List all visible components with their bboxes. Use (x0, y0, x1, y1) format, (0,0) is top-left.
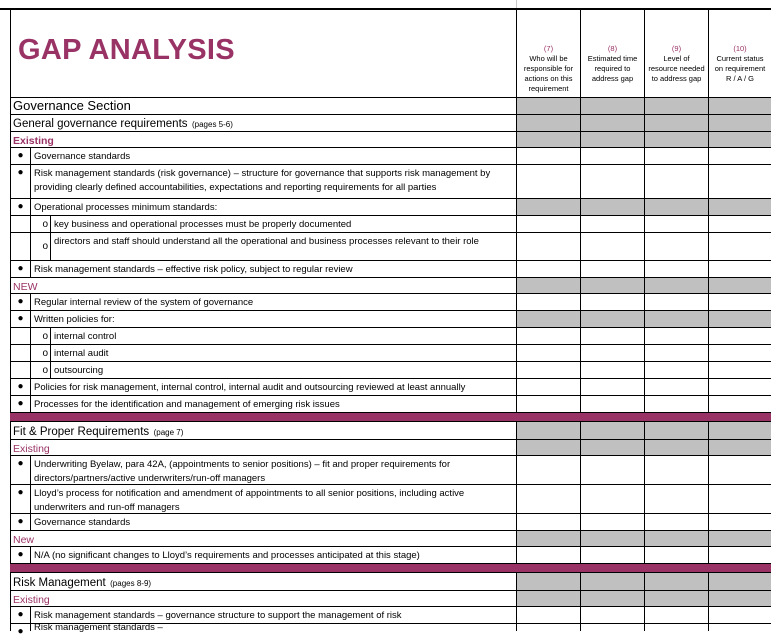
subsection-header-cell[interactable] (10, 572, 516, 590)
status-cell[interactable] (580, 260, 644, 277)
category-label-cell[interactable] (10, 131, 516, 147)
column-header-line: on requirement (714, 64, 766, 73)
status-cell[interactable] (516, 164, 580, 198)
status-cell[interactable] (644, 198, 708, 215)
subsection-header-text: Risk Management (13, 577, 106, 589)
status-cell[interactable] (580, 97, 644, 114)
bullet-icon: ● (10, 378, 30, 395)
column-header-line: R / A / G (726, 74, 754, 83)
status-cell[interactable] (516, 513, 580, 530)
bullet-icon: ● (10, 513, 30, 530)
status-cell[interactable] (580, 327, 644, 344)
status-cell[interactable] (708, 147, 771, 164)
status-cell[interactable] (580, 277, 644, 293)
bullet-icon: ● (10, 484, 30, 513)
category-label (0, 439, 771, 455)
status-cell[interactable] (516, 198, 580, 215)
column-header-line: requirement (528, 84, 569, 93)
bullet-icon (10, 361, 30, 378)
bullet-icon: ● (10, 606, 30, 623)
requirement-text[interactable]: Operational processes minimum standards: (30, 198, 516, 215)
bullet-icon: ● (10, 260, 30, 277)
status-cell[interactable] (580, 361, 644, 378)
requirement-text[interactable]: Risk management standards – (30, 623, 516, 631)
status-cell[interactable] (516, 455, 580, 484)
column-header-10[interactable] (708, 10, 771, 97)
column-number: (7) (543, 44, 554, 53)
status-cell[interactable] (708, 455, 771, 484)
status-cell[interactable] (580, 344, 644, 361)
category-label-cell[interactable] (10, 590, 516, 606)
bullet-icon: ● (10, 198, 30, 215)
requirement-text[interactable]: Governance standards (30, 147, 516, 164)
bullet-row (0, 622, 771, 637)
status-cell[interactable] (644, 513, 708, 530)
status-cell[interactable] (516, 114, 580, 131)
status-cell[interactable] (516, 623, 580, 631)
status-cell[interactable] (708, 623, 771, 631)
requirement-text[interactable]: Risk management standards – governance structure to support the management of risk (30, 606, 516, 623)
bullet-icon: ● (10, 395, 30, 412)
status-cell[interactable] (644, 232, 708, 260)
status-cell[interactable] (708, 439, 771, 455)
requirement-text[interactable]: Underwriting Byelaw, para 42A, (appointments to senior positions) – fit and proper requirements for directors/partners/active underwriters/run-off managers (30, 455, 516, 484)
category-label-text: New (13, 534, 35, 546)
status-cell[interactable] (580, 131, 644, 147)
divider-band (10, 563, 771, 572)
status-cell[interactable] (708, 513, 771, 530)
bullet-icon: ● (10, 546, 30, 563)
status-cell[interactable] (644, 147, 708, 164)
status-cell[interactable] (516, 260, 580, 277)
bullet-icon: ● (10, 623, 30, 631)
status-cell[interactable] (708, 114, 771, 131)
bullet-icon: ● (10, 293, 30, 310)
column-header-line: Current status (716, 54, 764, 63)
page-title: GAP ANALYSIS (18, 34, 235, 66)
status-cell[interactable] (580, 546, 644, 563)
page-reference: (pages 5-6) (191, 120, 233, 129)
status-cell[interactable] (580, 215, 644, 232)
sub-bullet-icon: o (30, 327, 50, 344)
status-cell[interactable] (644, 572, 708, 590)
subsection-header-cell[interactable] (10, 421, 516, 439)
top-gap (0, 0, 771, 8)
category-label-cell[interactable] (10, 530, 516, 546)
status-cell[interactable] (644, 97, 708, 114)
status-cell[interactable] (644, 439, 708, 455)
requirement-text[interactable]: key business and operational processes must be properly documented (50, 215, 516, 232)
column-header-line: actions on this (524, 74, 573, 83)
page-reference: (page 7) (153, 428, 184, 437)
status-cell[interactable] (708, 131, 771, 147)
sub-bullet-icon: o (30, 215, 50, 232)
status-cell[interactable] (708, 310, 771, 327)
bullet-row (0, 310, 771, 327)
status-cell[interactable] (580, 421, 644, 439)
divider-band (10, 412, 771, 421)
status-cell[interactable] (516, 439, 580, 455)
column-header-line: resource needed (648, 64, 705, 73)
bullet-row (0, 293, 771, 310)
bullet-icon (10, 215, 30, 232)
sub-bullet-row (0, 215, 771, 232)
section-header-text: Governance Section (13, 98, 131, 113)
status-cell[interactable] (516, 277, 580, 293)
status-cell[interactable] (708, 293, 771, 310)
status-cell[interactable] (516, 147, 580, 164)
status-cell[interactable] (708, 277, 771, 293)
status-cell[interactable] (516, 327, 580, 344)
status-cell[interactable] (708, 232, 771, 260)
status-cell[interactable] (644, 310, 708, 327)
bullet-icon (10, 232, 30, 260)
section-header-cell[interactable] (10, 97, 516, 114)
status-cell[interactable] (580, 164, 644, 198)
bullet-icon: ● (10, 147, 30, 164)
status-cell[interactable] (516, 361, 580, 378)
status-cell[interactable] (580, 310, 644, 327)
category-label-cell[interactable] (10, 277, 516, 293)
category-label (0, 277, 771, 293)
header-row (0, 8, 771, 97)
status-cell[interactable] (644, 484, 708, 513)
page-reference: (pages 8-9) (110, 579, 152, 588)
bullet-icon (10, 344, 30, 361)
column-header-line: Level of (663, 54, 690, 63)
status-cell[interactable] (708, 530, 771, 546)
status-cell[interactable] (644, 590, 708, 606)
status-cell[interactable] (644, 277, 708, 293)
bullet-row (0, 606, 771, 623)
requirement-text[interactable]: Regular internal review of the system of governance (30, 293, 516, 310)
column-header-line: to address gap (651, 74, 702, 83)
bullet-icon: ● (10, 455, 30, 484)
category-label-text: NEW (13, 281, 38, 293)
bullet-row (0, 198, 771, 215)
status-cell[interactable] (516, 395, 580, 412)
subsection-header-text: Fit & Proper Requirements (13, 426, 150, 438)
status-cell[interactable] (644, 327, 708, 344)
column-header-line: responsible for (523, 64, 574, 73)
status-cell[interactable] (644, 395, 708, 412)
status-cell[interactable] (516, 606, 580, 623)
category-label-text: Existing (13, 594, 50, 606)
status-cell[interactable] (516, 310, 580, 327)
status-cell[interactable] (708, 97, 771, 114)
status-cell[interactable] (580, 572, 644, 590)
column-header-line: required to (594, 64, 631, 73)
requirement-text[interactable]: Governance standards (30, 513, 516, 530)
status-cell[interactable] (516, 590, 580, 606)
bullet-row (0, 484, 771, 513)
bullet-icon: ● (10, 310, 30, 327)
status-cell[interactable] (708, 215, 771, 232)
column-number: (9) (671, 44, 682, 53)
status-cell[interactable] (580, 484, 644, 513)
status-cell[interactable] (580, 513, 644, 530)
status-cell[interactable] (580, 378, 644, 395)
status-cell[interactable] (708, 378, 771, 395)
sub-bullet-icon: o (30, 344, 50, 361)
status-cell[interactable] (708, 361, 771, 378)
status-cell[interactable] (708, 327, 771, 344)
status-cell[interactable] (580, 455, 644, 484)
status-cell[interactable] (644, 623, 708, 631)
status-cell[interactable] (516, 215, 580, 232)
status-cell[interactable] (580, 530, 644, 546)
bullet-row (0, 546, 771, 563)
requirement-text[interactable]: internal audit (50, 344, 516, 361)
status-cell[interactable] (580, 590, 644, 606)
requirement-text[interactable]: Risk management standards (risk governance) – structure for governance that supports risk management by providing clearly defined accountabilities, expectations and reporting requirements for all parties (30, 164, 516, 198)
requirement-text[interactable]: Written policies for: (30, 310, 516, 327)
status-cell[interactable] (708, 260, 771, 277)
bullet-row (0, 513, 771, 530)
status-cell[interactable] (644, 260, 708, 277)
status-cell[interactable] (708, 590, 771, 606)
requirement-text[interactable]: Risk management standards – effective risk policy, subject to regular review (30, 260, 516, 277)
status-cell[interactable] (644, 546, 708, 563)
status-cell[interactable] (708, 198, 771, 215)
status-cell[interactable] (580, 147, 644, 164)
section-header (0, 97, 771, 114)
category-label (0, 131, 771, 147)
status-cell[interactable] (516, 293, 580, 310)
status-cell[interactable] (708, 484, 771, 513)
status-cell[interactable] (708, 344, 771, 361)
status-cell[interactable] (644, 455, 708, 484)
status-cell[interactable] (708, 395, 771, 412)
sub-bullet-row (0, 232, 771, 260)
status-cell[interactable] (644, 131, 708, 147)
bullet-row (0, 395, 771, 412)
status-cell[interactable] (580, 114, 644, 131)
status-cell[interactable] (708, 421, 771, 439)
subsection-header (0, 572, 771, 590)
status-cell[interactable] (580, 606, 644, 623)
column-header-line: Who will be (529, 54, 568, 63)
status-cell[interactable] (644, 164, 708, 198)
category-label-cell[interactable] (10, 439, 516, 455)
requirement-text[interactable]: internal control (50, 327, 516, 344)
status-cell[interactable] (644, 293, 708, 310)
sub-bullet-icon: o (30, 361, 50, 378)
subsection-header (0, 421, 771, 439)
status-cell[interactable] (580, 395, 644, 412)
status-cell[interactable] (708, 164, 771, 198)
bullet-icon (10, 327, 30, 344)
status-cell[interactable] (580, 232, 644, 260)
requirement-text[interactable]: Policies for risk management, internal control, internal audit and outsourcing reviewed at least annually (30, 378, 516, 395)
requirement-text[interactable]: directors and staff should understand all the operational and business processes relevant to their role (50, 232, 516, 260)
category-label (0, 590, 771, 606)
status-cell[interactable] (516, 421, 580, 439)
bullet-row (0, 164, 771, 198)
bullet-row (0, 378, 771, 395)
bullet-row (0, 455, 771, 484)
requirement-text[interactable]: N/A (no significant changes to Lloyd’s requirements and processes anticipated at this stage) (30, 546, 516, 563)
bullet-row (0, 147, 771, 164)
requirement-text[interactable]: Processes for the identification and management of emerging risk issues (30, 395, 516, 412)
column-header-line: address gap (591, 74, 634, 83)
status-cell[interactable] (708, 546, 771, 563)
sub-bullet-icon: o (30, 232, 50, 260)
subsection-header-cell[interactable] (10, 114, 516, 131)
column-number: (8) (607, 44, 618, 53)
requirement-text[interactable]: outsourcing (50, 361, 516, 378)
bullet-icon: ● (10, 164, 30, 198)
section-divider (0, 412, 771, 421)
category-label-text: Existing (13, 443, 50, 455)
category-label-text: Existing (13, 135, 54, 147)
status-cell[interactable] (708, 606, 771, 623)
status-cell[interactable] (644, 378, 708, 395)
column-header-8[interactable] (580, 10, 644, 97)
status-cell[interactable] (516, 546, 580, 563)
status-cell[interactable] (580, 198, 644, 215)
status-cell[interactable] (644, 421, 708, 439)
status-cell[interactable] (516, 378, 580, 395)
status-cell[interactable] (580, 293, 644, 310)
status-cell[interactable] (644, 530, 708, 546)
column-header-7[interactable] (516, 10, 580, 97)
status-cell[interactable] (516, 530, 580, 546)
status-cell[interactable] (516, 344, 580, 361)
column-header-9[interactable] (644, 10, 708, 97)
status-cell[interactable] (644, 344, 708, 361)
category-label (0, 530, 771, 546)
section-divider (0, 563, 771, 572)
subsection-header-text: General governance requirements (13, 118, 188, 130)
status-cell[interactable] (516, 572, 580, 590)
status-cell[interactable] (708, 572, 771, 590)
status-cell[interactable] (516, 131, 580, 147)
status-cell[interactable] (516, 484, 580, 513)
column-header-line: Estimated time (587, 54, 638, 63)
sub-bullet-row (0, 327, 771, 344)
status-cell[interactable] (580, 623, 644, 631)
status-cell[interactable] (644, 606, 708, 623)
status-cell[interactable] (580, 439, 644, 455)
status-cell[interactable] (516, 232, 580, 260)
status-cell[interactable] (516, 97, 580, 114)
title-cell[interactable] (10, 10, 516, 97)
requirement-text[interactable]: Lloyd’s process for notification and amendment of appointments to all senior positions, including active underwriters and run-off managers (30, 484, 516, 513)
subsection-header (0, 114, 771, 131)
status-cell[interactable] (644, 215, 708, 232)
sub-bullet-row (0, 361, 771, 378)
column-number: (10) (733, 44, 747, 53)
sub-bullet-row (0, 344, 771, 361)
bullet-row (0, 260, 771, 277)
status-cell[interactable] (644, 114, 708, 131)
status-cell[interactable] (644, 361, 708, 378)
